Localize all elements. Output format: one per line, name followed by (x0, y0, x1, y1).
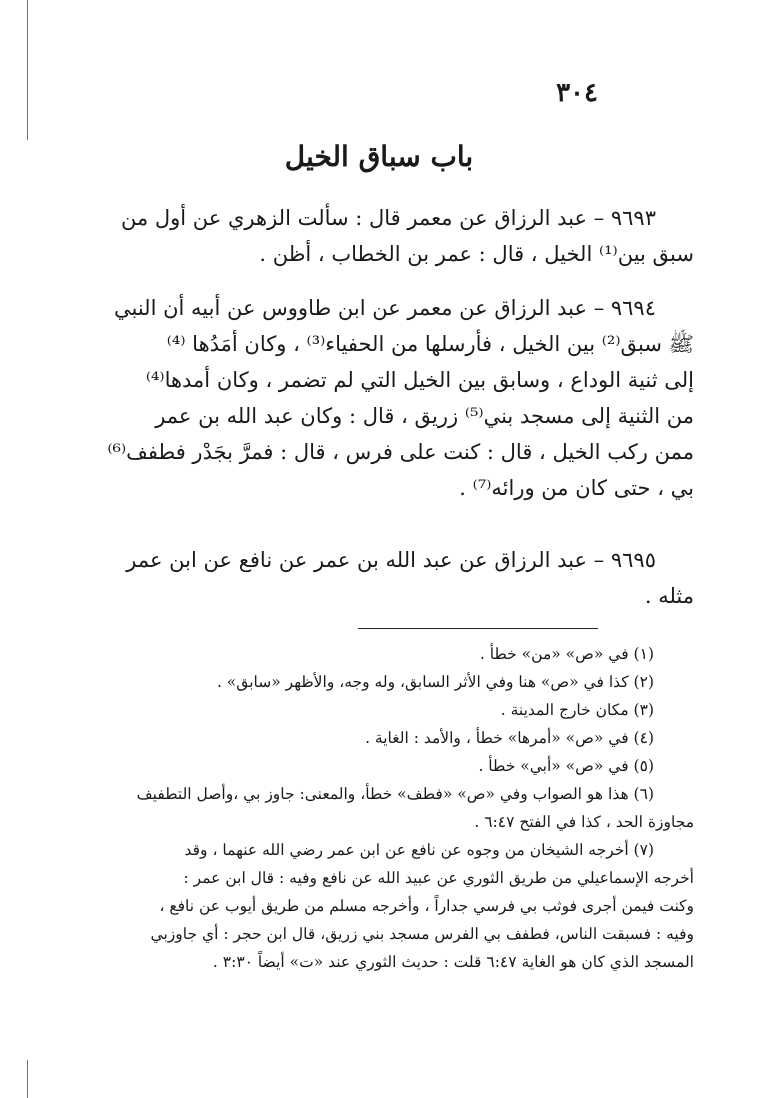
hadith-line: ٩٦٩٤ – عبد الرزاق عن معمر عن ابن طاووس عن أبيه أن النبي (114, 296, 656, 320)
footnote: (٤) في «ص» «أمرها» خطأ ، والأمد : الغاية . (365, 729, 654, 747)
hadith-line: ٩٦٩٣ – عبد الرزاق عن معمر قال : سألت الزهري عن أول من (120, 206, 656, 230)
hadith-line: سبق بين⁽¹⁾ الخيل ، قال : عمر بن الخطاب ، أظن . (259, 242, 694, 266)
footnote: (٢) كذا في «ص» هنا وفي الأثر السابق، وله وجه، والأظهر «سابق» . (216, 673, 654, 691)
footnote: (٥) في «ص» «أبي» خطأ . (478, 757, 654, 775)
footnotes (74, 640, 694, 976)
footnote-continuation: وفيه : فسبقت الناس، فطفف بي الفرس مسجد بني زريق، قال ابن حجر : أي جاوزبي (150, 925, 694, 943)
hadith-line: ممن ركب الخيل ، قال : كنت على فرس ، قال : فمرَّ بجَدْر فطفف⁽⁶⁾ (107, 440, 694, 464)
footnote: (٧) أخرجه الشيخان من وجوه عن نافع عن ابن عمر رضي الله عنهما ، وقد (184, 841, 654, 859)
hadith-9693 (74, 200, 694, 272)
hadith-line: بي ، حتى كان من ورائه⁽⁷⁾ . (459, 476, 694, 500)
footnote-continuation: المسجد الذي كان هو الغاية ٦:٤٧ قلت : حديث الثوري عند «ت» أيضاً ٣:٣٠ . (212, 953, 694, 971)
page-edge-line-top (27, 0, 28, 140)
hadith-line: ٩٦٩٥ – عبد الرزاق عن عبد الله بن عمر عن نافع عن ابن عمر (126, 548, 656, 572)
footnote-continuation: أخرجه الإسماعيلي من طريق الثوري عن عبيد الله عن نافع وفيه : قال ابن عمر : (183, 869, 694, 887)
footnote-separator (358, 628, 598, 629)
hadith-line: مثله . (644, 584, 694, 608)
hadith-line: ﷺ سبق⁽²⁾ بين الخيل ، فأرسلها من الحفياء⁽³⁾ ، وكان أمَدُها ⁽⁴⁾ (166, 332, 694, 356)
hadith-line: من الثنية إلى مسجد بني⁽⁵⁾ زريق ، قال : وكان عبد الله بن عمر (155, 404, 694, 428)
chapter-title: باب سباق الخيل (284, 140, 474, 173)
hadith-line: إلى ثنية الوداع ، وسابق بين الخيل التي لم تضمر ، وكان أمدها⁽⁴⁾ (145, 368, 694, 392)
footnote-continuation: وكنت فيمن أجرى فوثب بي فرسي جداراً ، وأخرجه مسلم من طريق أيوب عن نافع ، (159, 897, 694, 915)
footnote: (٣) مكان خارج المدينة . (500, 701, 654, 719)
footnote-continuation: مجاوزة الحد ، كذا في الفتح ٦:٤٧ . (474, 813, 694, 831)
page-number: ٣٠٤ (556, 78, 598, 108)
footnote: (١) في «ص» «من» خطأ . (479, 645, 654, 663)
hadith-9695 (74, 542, 694, 614)
page-edge-line-bottom (27, 1060, 28, 1098)
hadith-9694 (74, 290, 694, 506)
footnote: (٦) هذا هو الصواب وفي «ص» «فطف» خطأ، والمعنى: جاوز بي ،وأصل التطفيف (136, 785, 654, 803)
